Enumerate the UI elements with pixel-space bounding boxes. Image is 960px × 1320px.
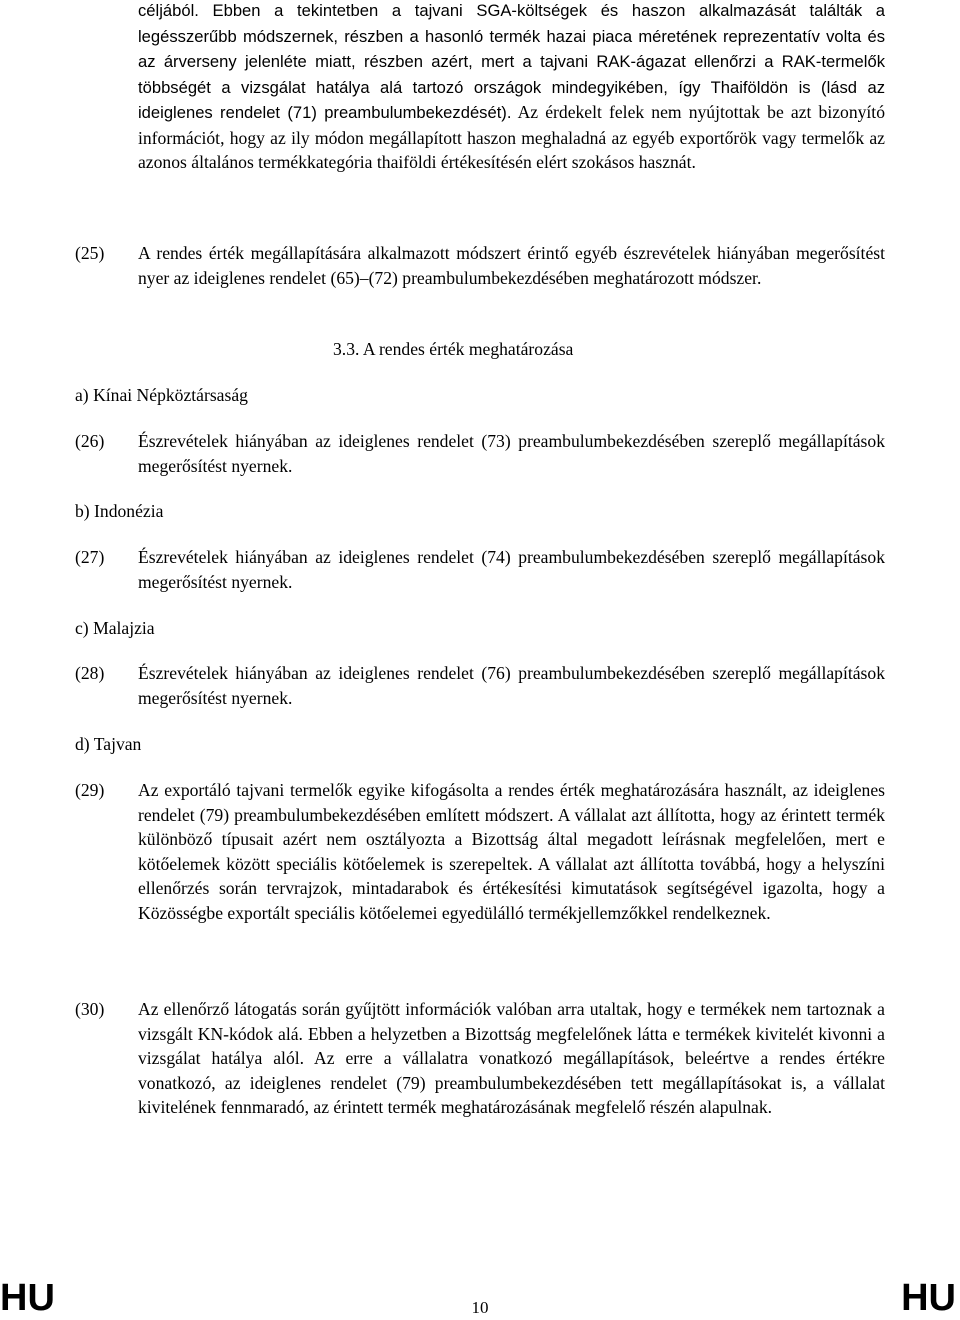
paragraph-number: (28) (75, 663, 105, 683)
subheading-c: c) Malajzia (75, 618, 155, 638)
continued-text-serif: Az érdekelt felek nem nyújtottak be azt bizonyító információt, hogy az ily módon megállapított haszon meghaladná az egyéb exportőrök vagy termelők az azonos általános termékkategória thaiföldi értékesítésén elért szokásos hasznát. (138, 102, 885, 172)
paragraph-number: (26) (75, 431, 105, 451)
paragraph-29 (75, 778, 885, 925)
paragraph-30 (75, 997, 885, 1120)
paragraph-text: Észrevételek hiányában az ideiglenes rendelet (76) preambulumbekezdésében szereplő megállapítások megerősítést nyernek. (138, 663, 885, 708)
page-number: 10 (471, 1298, 489, 1317)
paragraph-text: Észrevételek hiányában az ideiglenes rendelet (74) preambulumbekezdésében szereplő megállapítások megerősítést nyernek. (138, 547, 885, 592)
footer-language-right: HU (901, 1277, 956, 1319)
paragraph-number: (30) (75, 999, 105, 1019)
paragraph-28 (75, 661, 885, 710)
continued-text-sans: céljából. Ebben a tekintetben a tajvani SGA-költségek és haszon alkalmazását találták a legésszerűbb módszernek, részben a hasonló termék hazai piaca méretének reprezentatív volta és az árverseny jelenléte miatt, részben azért, mert a tajvani RAK-ágazat ellenőrzi a RAK-termelők többségét a vizsgálat hatálya alá tartozó országok mindegyikében, így Thaiföldön is (lásd az ideiglenes rendelet (71) preambulumbekezdését). (138, 1, 885, 122)
paragraph-number: (27) (75, 547, 105, 567)
paragraph-number: (25) (75, 243, 105, 263)
paragraph-text: Észrevételek hiányában az ideiglenes rendelet (73) preambulumbekezdésében szereplő megállapítások megerősítést nyernek. (138, 431, 885, 476)
paragraph-27 (75, 545, 885, 594)
subheading-b: b) Indonézia (75, 501, 164, 521)
footer-language-left: HU (0, 1277, 55, 1319)
paragraph-text: A rendes érték megállapítására alkalmazott módszert érintő egyéb észrevételek hiányában megerősítést nyer az ideiglenes rendelet (65)–(72) preambulumbekezdésében meghatározott módszer. (138, 243, 885, 288)
continued-paragraph (138, 0, 885, 175)
paragraph-number: (29) (75, 780, 105, 800)
paragraph-text: Az ellenőrző látogatás során gyűjtött információk valóban arra utaltak, hogy e termékek nem tartoznak a vizsgált KN-kódok alá. Ebben a helyzetben a Bizottság megfelelőnek látta e termékek kivitelét kivonni a vizsgálat hatálya alól. Az erre a vállalatra vonatkozó megállapítások, beleértve a rendes értékre vonatkozó, az ideiglenes rendelet (79) preambulumbekezdésében tett megállapításokat is, a vállalat kivitelének fennmaradó, az érintett termék meghatározásának megfelelő részén alapulnak. (138, 999, 885, 1117)
subheading-d: d) Tajvan (75, 734, 142, 754)
paragraph-26 (75, 429, 885, 478)
section-heading: 3.3. A rendes érték meghatározása (333, 339, 574, 359)
paragraph-25 (75, 241, 885, 290)
subheading-a: a) Kínai Népköztársaság (75, 385, 248, 405)
paragraph-text: Az exportáló tajvani termelők egyike kifogásolta a rendes érték meghatározására használt, az ideiglenes rendelet (79) preambulumbekezdésében említett módszert. A vállalat azt állította, hogy az érintett termék különböző típusait azért nem osztályozta a Bizottság által megadott leírásnak megfelelően, mert e kötőelemek között speciális kötőelemek is szerepeltek. A vállalat azt állította továbbá, hogy a helyszíni ellenőrzés során tervrajzok, mintadarabok és értékesítési kimutatások segítségével igazolta, hogy a Közösségbe exportált speciális kötőelemei egyedülálló termékjellemzőkkel rendelkeznek. (138, 780, 885, 923)
